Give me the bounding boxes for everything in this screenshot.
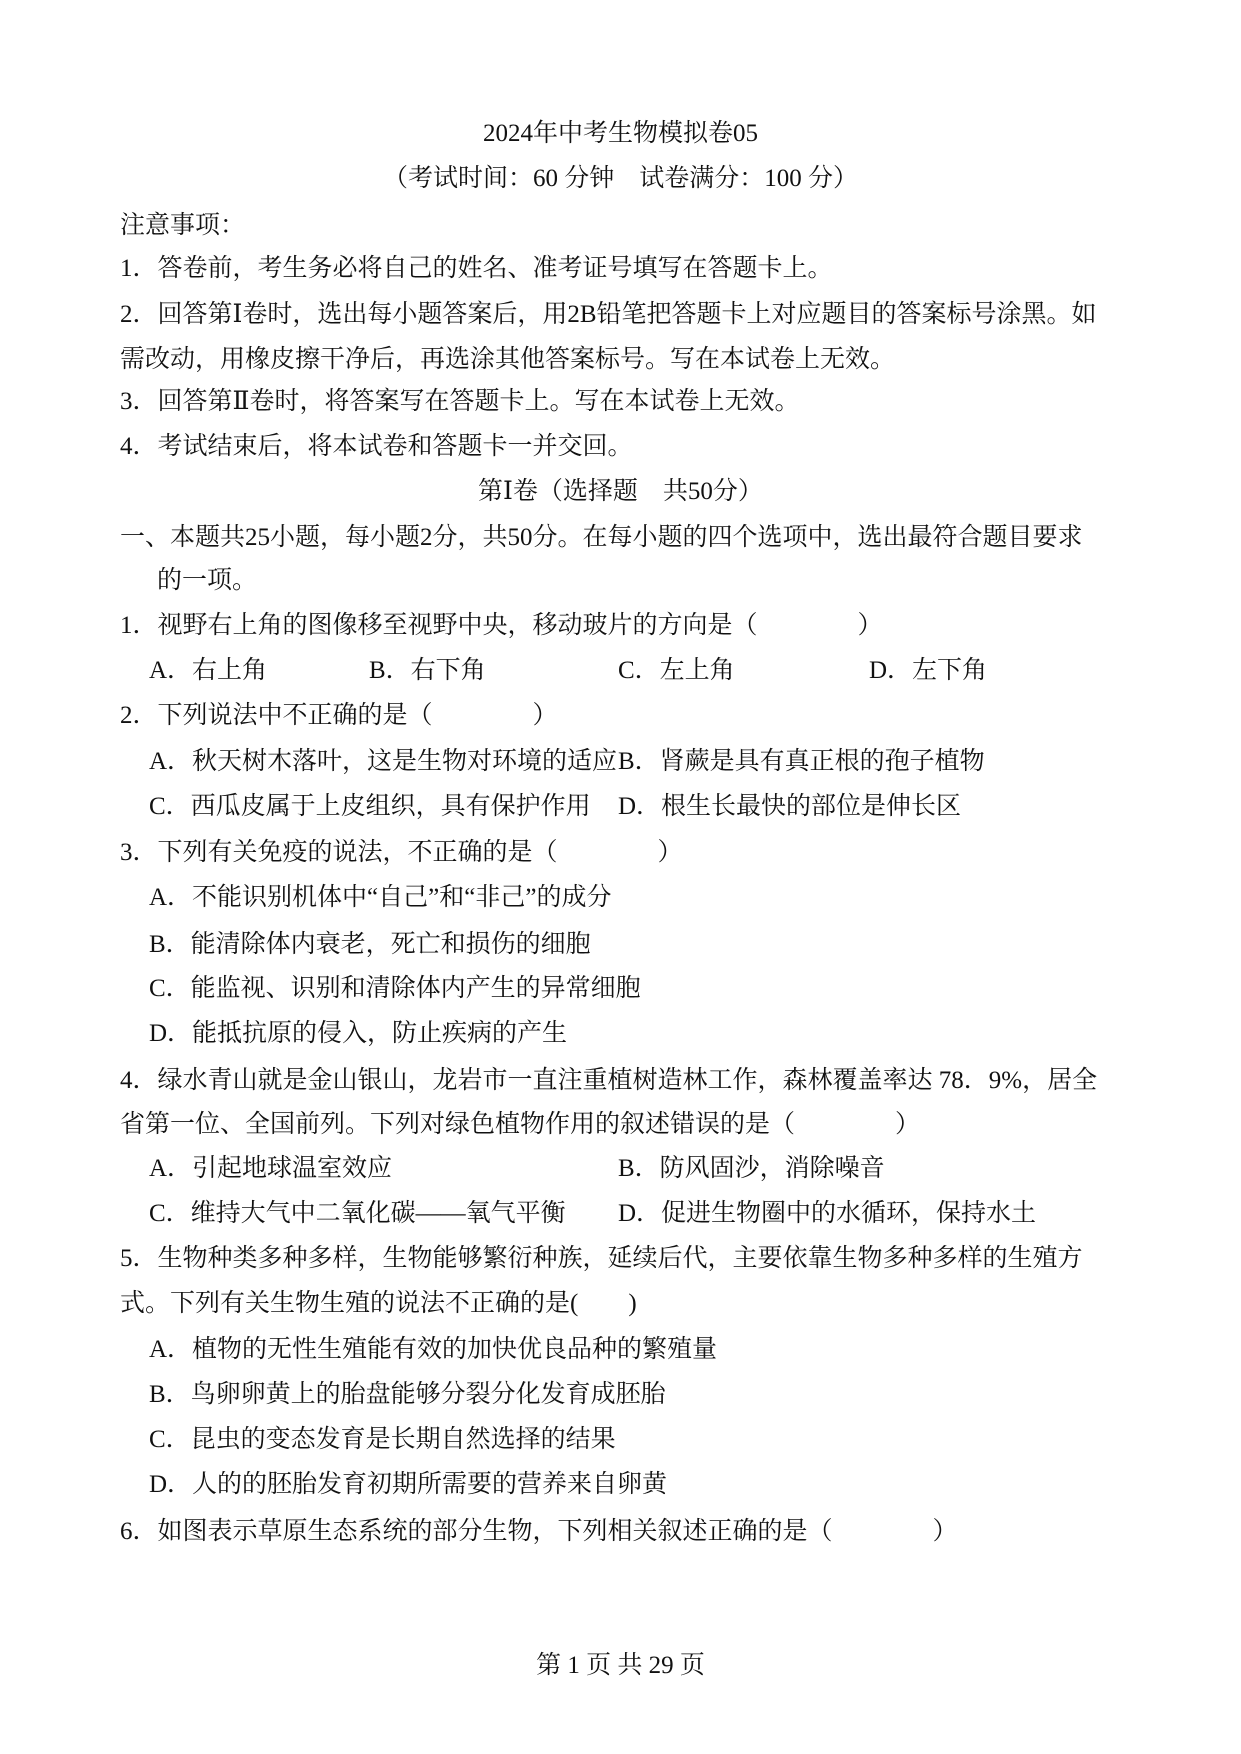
section-instruction: 的一项。 <box>157 567 258 594</box>
question-option: A．植物的无性生殖能有效的加快优良品种的繁殖量 <box>149 1336 718 1363</box>
question-stem: 2．下列说法中不正确的是（ ） <box>120 702 558 729</box>
question-option: D．能抵抗原的侵入，防止疾病的产生 <box>149 1020 568 1047</box>
question-stem: 5．生物种类多种多样，生物能够繁衍种族，延续后代，主要依靠生物多种多样的生殖方 <box>120 1245 1083 1272</box>
question-stem: 4．绿水青山就是金山银山，龙岩市一直注重植树造林工作，森林覆盖率达 78．9%，居全 <box>120 1067 1098 1094</box>
question-stem: 省第一位、全国前列。下列对绿色植物作用的叙述错误的是（ ） <box>120 1111 921 1138</box>
question-stem: 3．下列有关免疫的说法，不正确的是（ ） <box>120 839 683 866</box>
notes-line: 2．回答第Ⅰ卷时，选出每小题答案后，用2B铅笔把答题卡上对应题目的答案标号涂黑。如 <box>120 301 1097 328</box>
question-option: C．维持大气中二氧化碳——氧气平衡 <box>149 1200 566 1227</box>
question-option: D．左下角 <box>869 657 988 684</box>
question-option: C．西瓜皮属于上皮组织，具有保护作用 <box>149 793 591 820</box>
notes-heading: 注意事项： <box>120 212 246 239</box>
question-option: D．促进生物圈中的水循环，保持水土 <box>618 1200 1037 1227</box>
question-option: A．秋天树木落叶，这是生物对环境的适应 <box>149 748 618 775</box>
question-option: C．昆虫的变态发育是长期自然选择的结果 <box>149 1426 616 1453</box>
question-option: A．不能识别机体中“自己”和“非己”的成分 <box>149 884 612 911</box>
page-title: 2024年中考生物模拟卷05 <box>482 120 758 147</box>
question-option: B．鸟卵卵黄上的胎盘能够分裂分化发育成胚胎 <box>149 1381 666 1408</box>
question-option: A．右上角 <box>149 657 268 684</box>
section-instruction: 一、本题共25小题，每小题2分，共50分。在每小题的四个选项中，选出最符合题目要求 <box>120 524 1083 551</box>
page-number: 第 1 页 共 29 页 <box>536 1652 705 1679</box>
question-stem: 1．视野右上角的图像移至视野中央，移动玻片的方向是（ ） <box>120 612 883 639</box>
question-option: C．能监视、识别和清除体内产生的异常细胞 <box>149 975 641 1002</box>
notes-line: 1．答卷前，考生务必将自己的姓名、准考证号填写在答题卡上。 <box>120 255 833 282</box>
section-heading: 第Ⅰ卷（选择题 共50分） <box>478 478 763 505</box>
question-stem: 6．如图表示草原生态系统的部分生物，下列相关叙述正确的是（ ） <box>120 1518 958 1545</box>
question-option: C．左上角 <box>618 657 735 684</box>
question-option: D．人的的胚胎发育初期所需要的营养来自卵黄 <box>149 1471 668 1498</box>
question-option: B．肾蕨是具有真正根的孢子植物 <box>618 748 985 775</box>
question-option: B．防风固沙，消除噪音 <box>618 1155 885 1182</box>
question-option: B．能清除体内衰老，死亡和损伤的细胞 <box>149 931 591 958</box>
question-option: A．引起地球温室效应 <box>149 1155 393 1182</box>
notes-line: 4．考试结束后，将本试卷和答题卡一并交回。 <box>120 433 633 460</box>
question-option: B．右下角 <box>369 657 486 684</box>
question-stem: 式。下列有关生物生殖的说法不正确的是( ) <box>120 1290 637 1317</box>
question-option: D．根生长最快的部位是伸长区 <box>618 793 962 820</box>
notes-line: 3．回答第Ⅱ卷时，将答案写在答题卡上。写在本试卷上无效。 <box>120 388 800 415</box>
exam-info: （考试时间：60 分钟 试卷满分：100 分） <box>382 165 858 192</box>
notes-line: 需改动，用橡皮擦干净后，再选涂其他答案标号。写在本试卷上无效。 <box>120 346 896 373</box>
